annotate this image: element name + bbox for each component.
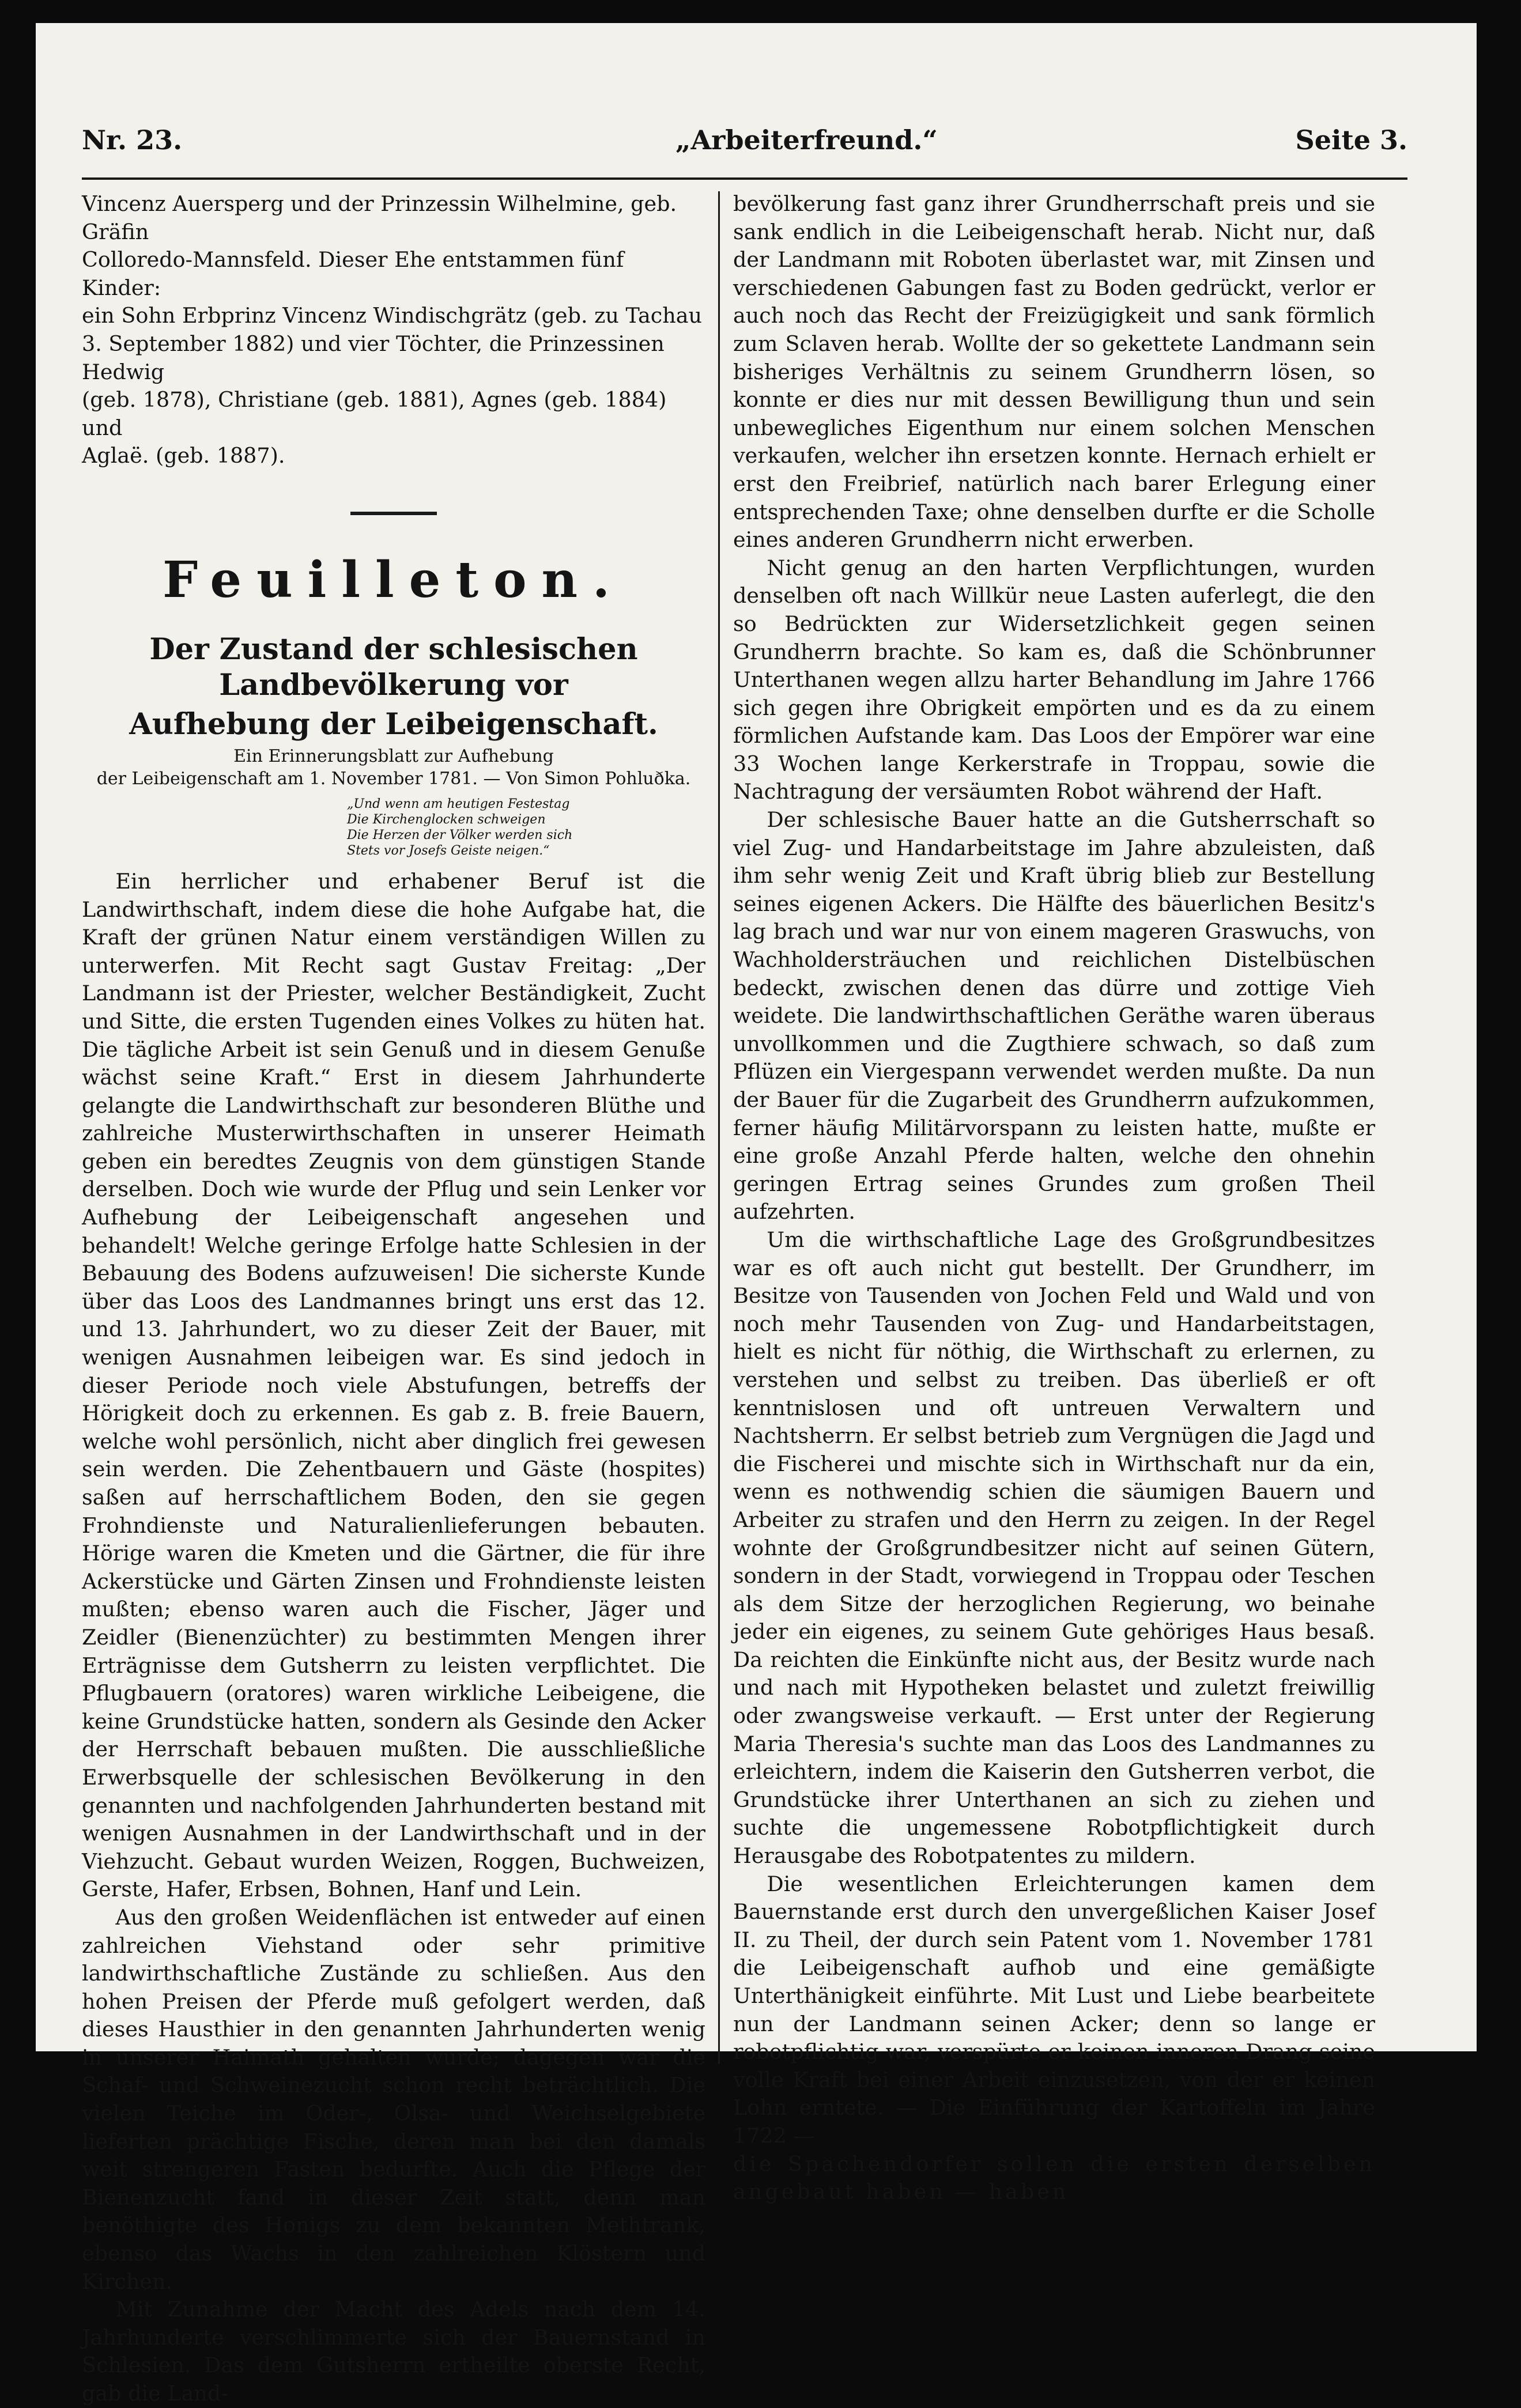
- intro-line: 3. September 1882) und vier Töchter, die Prinzessinen Hedwig: [82, 331, 665, 384]
- intro-line: Aglaë. (geb. 1887).: [82, 443, 285, 468]
- motto-line: Die Kirchenglocken schweigen: [347, 812, 546, 827]
- paragraph: Um die wirthschaftliche Lage des Großgrundbesitzes war es oft auch nicht gut bestellt. Der Grundherr, im Besitze von Tausenden von Jochen Feld und Wald und von noch mehr Tausenden von Zug- und Handarbeitstagen, hielt es nicht für nöthig, die Wirthschaft zu erlernen, zu verstehen und selbst zu treiben. Das überließ er oft kenntnislosen und oft untreuen Verwaltern und Nachtsherrn. Er selbst betrieb zum Vergnügen die Jagd und die Fischerei und mischte sich in Wirthschaft nur da ein, wenn es nothwendig schien die säumigen Bauern und Arbeiter zu strafen und den Herrn zu zeigen. In der Regel wohnte der Großgrundbesitzer nicht auf seinen Gütern, sondern in der Stadt, vorwiegend in Troppau oder Teschen als dem Sitze der herzoglichen Regierung, wo beinahe jeder ein eigenes, zu seinem Gute gehöriges Haus besaß. Da reichten die Einkünfte nicht aus, der Besitz wurde nach und nach mit Hypotheken belastet und zuletzt freiwillig oder zwangsweise verkauft. — Erst unter der Regierung Maria Theresia's suchte man das Loos des Landmannes zu erleichtern, indem die Kaiserin den Gutsherren verbot, die Grundstücke ihrer Unterthanen an sich zu ziehen und suchte die ungemessene Robotpflichtigkeit durch Herausgabe des Robotpatentes zu mildern.: [733, 1227, 1375, 1869]
- article-byline: der Leibeigenschaft am 1. November 1781. — Von Simon Pohluðka.: [96, 768, 691, 789]
- paragraph: Mit Zunahme der Macht des Adels nach dem 14. Jahrhunderte verschlimmerte sich der Bauernstand in Schlesien. Das dem Gutsherrn ertheilte oberste Recht, gab die Land-: [82, 2297, 705, 2406]
- intro-line: Vincenz Auersperg und der Prinzessin Wilhelmine, geb. Gräfin: [82, 191, 677, 244]
- motto-line: Die Herzen der Völker werden sich: [347, 827, 573, 842]
- intro-line: (geb. 1878), Christiane (geb. 1881), Agnes (geb. 1884) und: [82, 387, 667, 440]
- motto-verse: [347, 796, 618, 859]
- motto-line: „Und wenn am heutigen Festestag: [347, 796, 570, 811]
- paragraph: Ein herrlicher und erhabener Beruf ist die Landwirthschaft, indem diese die hohe Aufgabe hat, die Kraft der grünen Natur einem verständigen Willen zu unterwerfen. Mit Recht sagt Gustav Freitag: „Der Landmann ist der Priester, welcher Beständigkeit, Zucht und Sitte, die ersten Tugenden eines Volkes zu hüten hat. Die tägliche Arbeit ist sein Genuß und in diesem Genuße wächst seine Kraft.“ Erst in diesem Jahrhunderte gelangte die Landwirthschaft zur besonderen Blüthe und zahlreiche Musterwirthschaften in unserer Heimath geben ein beredtes Zeugnis von dem günstigen Stande derselben. Doch wie wurde der Pflug und sein Lenker vor Aufhebung der Leibeigenschaft angesehen und behandelt! Welche geringe Erfolge hatte Schlesien in der Bebauung des Bodens aufzuweisen! Die sicherste Kunde über das Loos des Landmannes bringt uns erst das 12. und 13. Jahrhundert, wo zu dieser Zeit der Bauer, mit wenigen Ausnahmen leibeigen war. Es sind jedoch in dieser Periode noch viele Abstufungen, betreffs der Hörigkeit doch zu erkennen. Es gab z. B. freie Bauern, welche wohl persönlich, nicht aber dinglich frei gewesen sein werden. Die Zehentbauern und Gäste (hospites) saßen auf herrschaftlichem Boden, den sie gegen Frohndienste und Naturalienlieferungen bebauten. Hörige waren die Kmeten und die Gärtner, die für ihre Ackerstücke und Gärten Zinsen und Frohndienste leisten mußten; ebenso waren auch die Fischer, Jäger und Zeidler (Bienenzüchter) zu bestimmten Mengen ihrer Erträgnisse dem Gutsherrn zu leisten verpflichtet. Die Pflugbauern (oratores) waren wirkliche Leibeigene, die keine Grundstücke hatten, sondern als Gesinde den Acker der Herrschaft bebauen mußten. Die ausschließliche Erwerbsquelle der schlesischen Bevölkerung in den genannten und nachfolgenden Jahrhunderten bestand mit wenigen Ausnahmen in der Landwirthschaft und in der Viehzucht. Gebaut wurden Weizen, Roggen, Buchweizen, Gerste, Hafer, Erbsen, Bohnen, Hanf und Lein.: [82, 868, 705, 1902]
- right-column: [733, 190, 1375, 2206]
- header-rule: [82, 177, 1407, 180]
- spaced-emphasis: die Spachendorfer sollen die ersten derselben angebaut haben — haben: [733, 2151, 1375, 2205]
- intro-line: Colloredo-Mannsfeld. Dieser Ehe entstammen fünf Kinder:: [82, 247, 624, 300]
- article-title-line: Der Zustand der schlesischen Landbevölkerung vor: [149, 632, 638, 702]
- intro-line: ein Sohn Erbprinz Vincenz Windischgrätz (geb. zu Tachau: [82, 303, 703, 328]
- paragraph: Nicht genug an den harten Verpflichtungen, wurden denselben oft nach Willkür neue Lasten auferlegt, die den so Bedrückten zur Widersetzlichkeit gegen seinen Grundherrn brachte. So kam es, daß die Schönbrunner Unterthanen wegen allzu harter Behandlung im Jahre 1766 sich gegen ihre Obrigkeit empörten und es da zu einem förmlichen Aufstande kam. Das Loos der Empörer war eine 33 Wochen lange Kerkerstrafe in Troppau, sowie die Nachtragung der versäumten Robot während der Haft.: [733, 555, 1375, 804]
- motto-line: Stets vor Josefs Geiste neigen.“: [347, 843, 550, 858]
- left-column: [82, 190, 705, 2408]
- paragraph: Die wesentlichen Erleichterungen kamen dem Bauernstande erst durch den unvergeßlichen Kaiser Josef II. zu Theil, der durch sein Patent vom 1. November 1781 die Leibeigenschaft aufhob und eine gemäßigte Unterthänigkeit einführte. Mit Lust und Liebe bearbeitete nun der Landmann seinen Acker; denn so lange er robotpflichtig war, verspürte er keinen inneren Drang seine volle Kraft bei einer Arbeit einzusetzen, von der er keinen Lohn erntete. — Die Einführung der Kartoffeln im Jahre 1722 —: [733, 1871, 1375, 2148]
- section-heading: Feuilleton.: [163, 550, 625, 609]
- newspaper-page: [36, 23, 1477, 2406]
- page-number: Seite 3.: [1295, 124, 1407, 156]
- article-subtitle: Ein Erinnerungsblatt zur Aufhebung: [233, 746, 554, 766]
- page-header: [82, 124, 1407, 171]
- intro-text: [82, 190, 705, 470]
- paragraph: bevölkerung fast ganz ihrer Grundherrschaft preis und sie sank endlich in die Leibeigenschaft herab. Nicht nur, daß der Landmann mit Roboten überlastet war, mit Zinsen und verschiedenen Gabungen fast zu Boden gedrückt, verlor er auch noch das Recht der Freizügigkeit und sank förmlich zum Sclaven herab. Wollte der so gekettete Landmann sein bisheriges Verhältnis zu seinem Grundherrn lösen, so konnte er dies nur mit dessen Bewilligung thun und sein unbewegliches Eigenthum nur einem solchen Menschen verkaufen, welcher ihn ersetzen konnte. Hernach erhielt er erst den Freibrief, natürlich nach barer Erlegung einer entsprechenden Taxe; ohne denselben durfte er die Scholle eines anderen Grundherrn nicht erwerben.: [733, 191, 1375, 553]
- issue-number: Nr. 23.: [82, 124, 183, 156]
- column-rule: [718, 191, 720, 2064]
- section-divider: [350, 512, 437, 515]
- paragraph: Aus den großen Weidenflächen ist entweder auf einen zahlreichen Viehstand oder sehr primitive landwirthschaftliche Zustände zu schließen. Aus den hohen Preisen der Pferde muß gefolgert werden, daß dieses Hausthier in den genannten Jahrhunderten wenig in unserer Haimath gehalten wurde; dagegen war die Schaf- und Schweinezucht schon recht beträchtlich. Die vielen Teiche im Oder-, Olsa- und Weichselgebiete lieferten prächtige Fische, deren man bei den damals weit strengeren Fasten bedurfte. Auch die Pflege der Bienenzucht fand in dieser Zeit statt, denn man benöthigte des Honigs zu dem bekannten Methtrank, ebenso das Wachs in den zahlreichen Klöstern und Kirchen.: [82, 1904, 705, 2294]
- paragraph: Der schlesische Bauer hatte an die Gutsherrschaft so viel Zug- und Handarbeitstage im Jahre abzuleisten, daß ihm sehr wenig Zeit und Kraft übrig blieb zur Bestellung seines eigenen Ackers. Die Hälfte des bäuerlichen Besitz's lag brach und war nur von einem mageren Graswuchs, von Wachholdersträuchen und reichlichen Distelbüschen bedeckt, zwischen denen das dürre und zottige Vieh weidete. Die landwirthschaftlichen Geräthe waren überaus unvollkommen und die Zugthiere schwach, so daß zum Pflüzen ein Viergespann verwendet werden mußte. Da nun der Bauer für die Zugarbeit des Grundherrn aufzukommen, ferner häufig Militärvorspann zu leisten hatte, mußte er eine große Anzahl Pferde halten, welche den ohnehin geringen Ertrag seines Grundes zum großen Theil aufzehrten.: [733, 807, 1375, 1224]
- newspaper-title: „Arbeiterfreund.“: [675, 124, 938, 156]
- article-title-line: Aufhebung der Leibeigenschaft.: [129, 706, 658, 742]
